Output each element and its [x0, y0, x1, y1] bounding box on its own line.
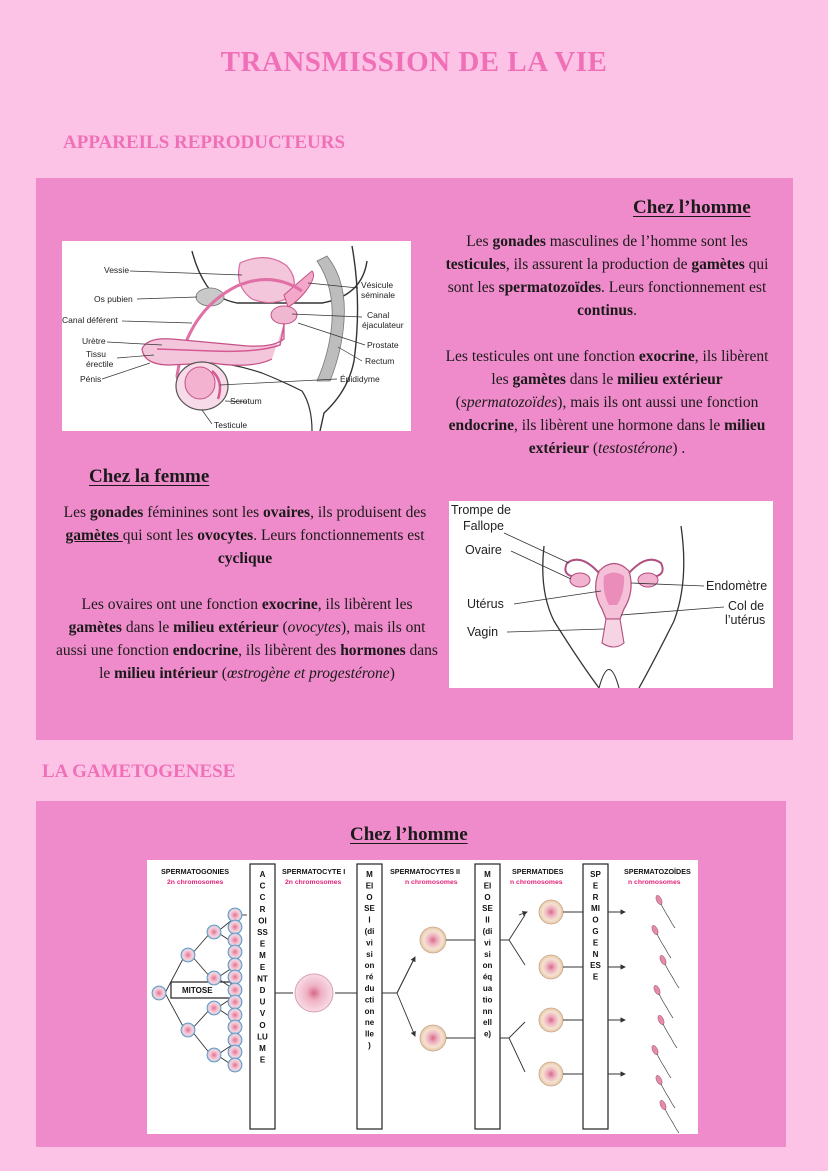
male-anatomy-figure — [62, 241, 411, 431]
bar-letter: E — [259, 939, 266, 949]
spermatide-cell — [539, 955, 563, 979]
bar-letter: lle — [365, 1029, 374, 1039]
label-tissu-1: Tissu — [86, 349, 106, 359]
spermatogenesis-figure — [147, 860, 698, 1134]
bar-letter: E — [592, 938, 599, 948]
header-spermatogonies-sub: 2n chromosomes — [167, 879, 224, 886]
spermatogonie-cell — [207, 1001, 221, 1015]
bar-letter: on — [482, 961, 493, 971]
female-anatomy-figure — [449, 501, 773, 688]
bar-letter: LU — [257, 1032, 268, 1042]
spermatozoide — [657, 1014, 677, 1048]
bar-letter: EI — [483, 881, 492, 891]
femme-heading: Chez la femme — [89, 466, 210, 487]
spermatogonie-cell — [181, 948, 195, 962]
label-endometre: Endomètre — [706, 579, 768, 593]
bar-letter: U — [259, 997, 266, 1007]
label-vesicule-1: Vésicule — [361, 280, 394, 290]
spermatozoide — [659, 954, 679, 988]
bar-letter: A — [259, 870, 266, 879]
homme-paragraph-1: Les gonades masculines de l’homme sont les testicules, ils assurent la production de gamètes qui sont les spermatozoïdes. Leurs fonctionnement est continus. — [445, 233, 769, 319]
header-spermatides: SPERMATIDES — [512, 867, 564, 876]
femme-paragraph-1: Les gonades féminines sont les ovaires, ils produisent des gamètes qui sont les ovocytes. Leurs fonctionnements est cyclique — [63, 504, 427, 567]
bar-letter: on — [364, 1006, 375, 1016]
label-rectum: Rectum — [365, 356, 395, 366]
label-canal-ejac-2: éjaculateur — [362, 320, 404, 330]
spermatogonie-cell — [228, 1058, 242, 1072]
bar-letter: si — [366, 949, 373, 959]
bar-letter: O — [484, 892, 491, 902]
label-testicule: Testicule — [214, 420, 248, 430]
header-spermatocyte-1: SPERMATOCYTE I — [282, 867, 346, 876]
bar-letter: ua — [482, 984, 493, 993]
homme-paragraph-2: Les testicules ont une fonction exocrine, ils libèrent les gamètes dans le milieu extérieur (spermatozoïdes), mais ils ont aussi une fonction endocrine, ils libèrent une hormone dans le milieu extérieur (testostérone) . — [445, 348, 769, 457]
header-spermatocytes-2-sub: n chromosomes — [405, 879, 458, 886]
spermatozoide — [659, 1099, 679, 1133]
header-spermatogonies: SPERMATOGONIES — [161, 867, 230, 876]
label-trompe-1: Trompe de — [451, 503, 511, 517]
male-anatomy-diagram — [62, 241, 411, 431]
spermatocyte-2-cell — [420, 927, 446, 953]
section-title-gametogenese: LA GAMETOGENESE — [42, 761, 236, 782]
label-epididyme: Épididyme — [340, 374, 380, 384]
spermatogonie-cell — [181, 1023, 195, 1037]
header-spermatocyte-1-sub: 2n chromosomes — [285, 879, 342, 886]
bar-letter: SS — [257, 928, 268, 937]
spermatozoide — [651, 1044, 671, 1078]
bar-letter: SE — [364, 904, 375, 914]
femme-paragraph-2: Les ovaires ont une fonction exocrine, ils libèrent les gamètes dans le milieu extérieur (ovocytes), mais ils ont aussi une fonction endocrine, ils libèrent des hormones dans le milieu intérieur (œstrogène et progestérone) — [56, 596, 438, 682]
label-penis: Pénis — [80, 374, 102, 384]
bar-letter: e) — [483, 1029, 492, 1039]
spermatogonie-cell — [228, 945, 242, 959]
spermatogonie-cell — [228, 970, 242, 984]
bar-letter: ell — [483, 1018, 492, 1028]
bar-letter: MI — [591, 904, 600, 914]
bar-letter: ) — [368, 1041, 371, 1050]
spermatocyte-2-cell — [420, 1025, 446, 1051]
bar-letter: C — [259, 881, 266, 891]
bar-letter: G — [592, 927, 599, 936]
label-ovaire: Ovaire — [465, 543, 502, 557]
bar-letter: on — [364, 961, 375, 971]
bar-letter: vi — [484, 938, 491, 948]
female-anatomy-diagram — [449, 501, 773, 688]
bar-letter: (di — [482, 927, 493, 936]
header-spermatocytes-2: SPERMATOCYTES II — [390, 867, 461, 876]
bar-letter: ne — [364, 1018, 375, 1028]
bar-letter: éq — [482, 972, 493, 982]
label-tissu-2: érectile — [86, 359, 114, 369]
bar-letter: I — [368, 915, 371, 925]
label-os-pubien: Os pubien — [94, 294, 133, 304]
bar-letter: si — [484, 949, 491, 959]
header-spermatides-sub: n chromosomes — [510, 879, 563, 886]
bar-letter: OI — [258, 916, 267, 926]
bar-letter: (di — [364, 927, 375, 936]
bar-letter: E — [592, 881, 599, 891]
label-vessie: Vessie — [104, 265, 130, 275]
bar-letter: M — [259, 1044, 266, 1053]
label-uretre: Urètre — [82, 336, 106, 346]
label-col-1: Col de — [728, 599, 765, 613]
spermatogonie-cell — [228, 995, 242, 1009]
spermatogonie-cell — [207, 925, 221, 939]
label-prostate: Prostate — [367, 340, 399, 350]
spermatide-cell — [539, 1008, 563, 1032]
bar-letter: O — [592, 915, 599, 925]
bar-letter: M — [366, 870, 373, 879]
spermatozoides-cells — [651, 894, 679, 1133]
spermatozoide — [655, 894, 675, 928]
spermatogonie-cell — [228, 1045, 242, 1059]
bar-letter: NT — [257, 974, 268, 984]
bar-letter: R — [592, 892, 599, 902]
bar-letter: tio — [482, 995, 493, 1005]
bar-letter: vi — [366, 938, 373, 948]
label-canal-ejac-1: Canal — [367, 310, 390, 320]
bar-letter: du — [364, 984, 375, 993]
bar-letter: E — [259, 962, 266, 972]
spermatogonie-cell — [207, 971, 221, 985]
label-col-2: l’utérus — [725, 613, 766, 627]
bar-letter: ré — [365, 972, 374, 982]
bar-letter: cti — [364, 995, 375, 1005]
label-canal-deferent: Canal déférent — [62, 315, 118, 325]
bar-letter: II — [485, 915, 490, 925]
bar-letter: E — [259, 1055, 266, 1065]
spermatogenesis-diagram — [147, 860, 698, 1134]
spermatide-cell — [539, 900, 563, 924]
page-title: TRANSMISSION DE LA VIE — [220, 46, 608, 78]
bar-letter: EI — [365, 881, 374, 891]
label-scrotum: Scrotum — [230, 396, 262, 406]
homme-heading: Chez l’homme — [633, 197, 751, 218]
bar-letter: M — [259, 951, 266, 961]
spermatocyte-1-cell — [295, 974, 333, 1012]
bar-letter: SE — [482, 904, 493, 914]
label-trompe-2: Fallope — [463, 519, 504, 533]
bar-letter: nn — [482, 1006, 493, 1016]
spermatogonie-cell — [228, 920, 242, 934]
bar-letter: N — [592, 949, 599, 959]
bar-letter: O — [259, 1020, 266, 1030]
bar-letter: V — [259, 1009, 266, 1019]
bar-letter: M — [484, 870, 491, 879]
bar-letter: SP — [590, 870, 601, 879]
spermatogonie-cell — [152, 986, 166, 1000]
spermatide-cell — [539, 1062, 563, 1086]
spermatozoide — [651, 924, 671, 958]
bar-letter: R — [259, 904, 266, 914]
bar-letter: ES — [590, 961, 601, 971]
spermatogonie-cell — [207, 1048, 221, 1062]
gametogenese-homme-heading: Chez l’homme — [350, 824, 468, 845]
section-title-appareils: APPAREILS REPRODUCTEURS — [63, 132, 346, 153]
bar-letter: E — [592, 972, 599, 982]
header-spermatozoides-sub: n chromosomes — [628, 879, 681, 886]
bar-letter: O — [366, 892, 373, 902]
spermatogonie-cell — [228, 1020, 242, 1034]
header-spermatozoides: SPERMATOZOÏDES — [624, 867, 691, 876]
label-vagin: Vagin — [467, 625, 499, 639]
bar-letter: C — [259, 893, 266, 903]
bar-letter: D — [259, 986, 266, 995]
mitose-label: MITOSE — [182, 986, 213, 995]
label-uterus: Utérus — [467, 597, 504, 611]
spermatozoide — [653, 984, 673, 1018]
label-vesicule-2: séminale — [361, 290, 396, 300]
